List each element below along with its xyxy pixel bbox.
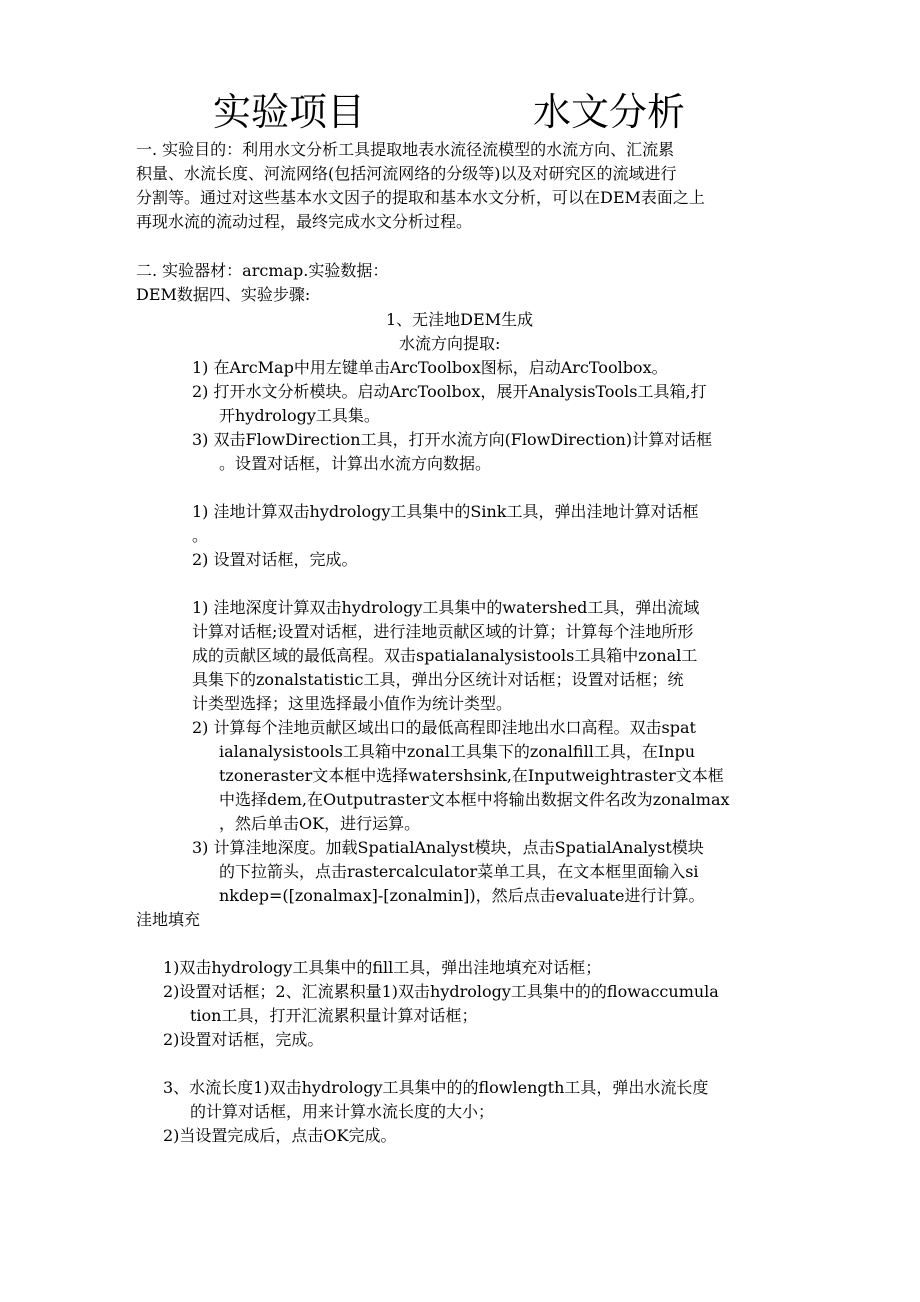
paragraph-line: 二. 实验器材：arcmap.实验数据： [136, 261, 389, 280]
section-heading: 水流方向提取: [399, 334, 501, 353]
paragraph-line: 积量、水流长度、河流网络(包括河流网络的分级等)以及对研究区的流域进行 [136, 164, 677, 183]
list-item: 的下拉箭头，点击rastercalculator菜单工具，在文本框里面输入si [219, 862, 699, 881]
list-item: 1) 在ArcMap中用左键单击ArcToolbox图标，启动ArcToolbox。 [192, 358, 668, 377]
paragraph-line: DEM数据四、实验步骤: [136, 285, 311, 304]
title-left: 实验项目 [213, 90, 366, 134]
list-item: 成的贡献区域的最低高程。双击spatialanalysistools工具箱中zonal工 [192, 646, 698, 665]
section-heading: 洼地填充 [136, 910, 201, 929]
list-item: ，然后单击OK，进行运算。 [219, 814, 421, 833]
list-item: 计算对话框;设置对话框，进行洼地贡献区域的计算；计算每个洼地所形 [192, 622, 694, 641]
list-item: 的计算对话框，用来计算水流长度的大小； [190, 1102, 495, 1121]
list-item: 2)设置对话框；2、汇流累积量1)双击hydrology工具集中的的flowaccumula [163, 982, 719, 1001]
list-item: 1) 洼地深度计算双击hydrology工具集中的watershed工具，弹出流域 [192, 598, 700, 617]
list-item: 3) 双击FlowDirection工具，打开水流方向(FlowDirection)计算对话框 [192, 430, 713, 449]
paragraph-line: 分割等。通过对这些基本水文因子的提取和基本水文分析，可以在DEM表面之上 [136, 188, 705, 207]
document-title [0, 86, 920, 138]
list-item: 2)设置对话框，完成。 [163, 1030, 324, 1049]
list-item: 具集下的zonalstatistic工具，弹出分区统计对话框；设置对话框；统 [192, 670, 684, 689]
list-item: tzoneraster文本框中选择watershsink,在Inputweightraster文本框 [219, 766, 724, 785]
paragraph-line: 一. 实验目的：利用水文分析工具提取地表水流径流模型的水流方向、汇流累 [136, 140, 675, 159]
list-item: 。 [192, 526, 209, 545]
paragraph-line: 再现水流的流动过程，最终完成水文分析过程。 [136, 212, 473, 231]
section-heading: 1、无洼地DEM生成 [386, 310, 534, 329]
list-item: 3) 计算洼地深度。加载SpatialAnalyst模块，点击SpatialAnalyst模块 [192, 838, 704, 857]
list-item: 2) 计算每个洼地贡献区域出口的最低高程即洼地出水口高程。双击spat [192, 718, 696, 737]
list-item: nkdep=([zonalmax]-[zonalmin])，然后点击evaluate进行计算。 [219, 886, 705, 905]
list-item: 2) 设置对话框，完成。 [192, 550, 358, 569]
list-item: 开hydrology工具集。 [219, 406, 380, 425]
list-item: 2)当设置完成后，点击OK完成。 [163, 1126, 397, 1145]
list-item: 2) 打开水文分析模块。启动ArcToolbox，展开AnalysisTools工具箱,打 [192, 382, 707, 401]
list-item: ialanalysistools工具箱中zonal工具集下的zonalfill工具，在Inpu [219, 742, 696, 761]
list-item: 。设置对话框，计算出水流方向数据。 [219, 454, 492, 473]
list-item: 1) 洼地计算双击hydrology工具集中的Sink工具，弹出洼地计算对话框 [192, 502, 699, 521]
title-right: 水文分析 [533, 90, 686, 134]
list-item: 中选择dem,在Outputraster文本框中将输出数据文件名改为zonalmax [219, 790, 730, 809]
list-item: 1)双击hydrology工具集中的fill工具，弹出洼地填充对话框； [163, 958, 602, 977]
list-item: 3、水流长度1)双击hydrology工具集中的的flowlength工具，弹出水流长度 [163, 1078, 709, 1097]
list-item: 计类型选择；这里选择最小值作为统计类型。 [192, 694, 513, 713]
list-item: tion工具，打开汇流累积量计算对话框； [190, 1006, 478, 1025]
